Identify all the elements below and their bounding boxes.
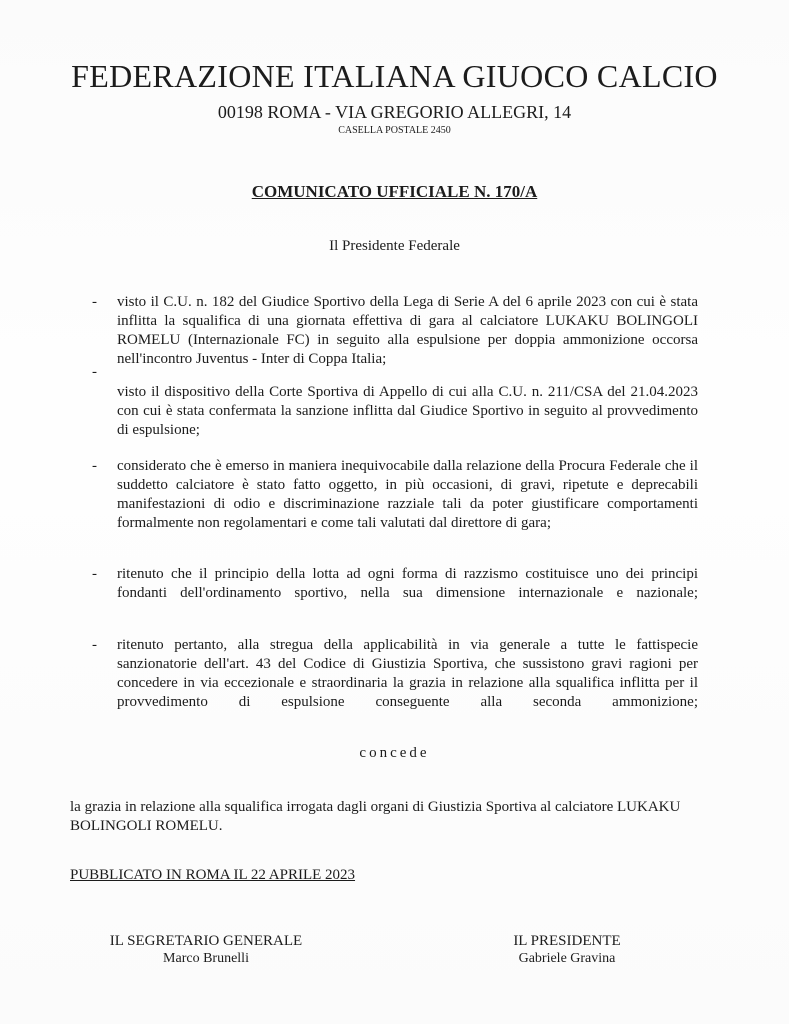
consideration-2: visto il dispositivo della Corte Sportiva di Appello di cui alla C.U. n. 211/CSA del 21.04.2023 con cui è stata confermata la sanzione inflitta dal Giudice Sportivo in seguito al provvedimento di espulsione; [117,384,698,438]
secretary-name: Marco Brunelli [163,951,249,966]
po-box: CASELLA POSTALE 2450 [338,125,451,136]
organization-address: 00198 ROMA - VIA GREGORIO ALLEGRI, 14 [217,102,572,122]
grant-text: la grazia in relazione alla squalifica irrogata dagli organi di Giustizia Sportiva al calciatore LUKAKU BOLINGOLI ROMELU. [70,799,681,834]
bullet-dash: - [92,364,97,380]
president-name: Gabriele Gravina [518,951,616,966]
bullet-dash: - [92,458,97,474]
bullet-dash: - [92,294,97,310]
consideration-3: considerato che è emerso in maniera inequivocabile dalla relazione della Procura Federale che il suddetto calciatore è stato fatto oggetto, in più occasioni, di gravi, ripetute e deprecabili manifestazioni di odio e discriminazione razziale tali da poter giustificare comportamenti formalmente non regolamentari e come tali valutati dal direttore di gara; [117,458,698,531]
consideration-4: ritenuto che il principio della lotta ad ogni forma di razzismo costituisce uno dei principi fondanti dell'ordinamento sportivo, nella sua dimensione internazionale e nazionale; [117,566,698,601]
decision-word: concede [359,745,430,761]
secretary-role: IL SEGRETARIO GENERALE [109,933,303,949]
secretary-signature-block [96,932,316,968]
issuer-label: Il Presidente Federale [329,238,460,254]
publication-line: PUBBLICATO IN ROMA IL 22 APRILE 2023 [70,867,356,883]
president-role: IL PRESIDENTE [513,933,621,949]
bullet-dash: - [92,566,97,582]
consideration-5: ritenuto pertanto, alla stregua della applicabilità in via generale a tutte le fattispecie sanzionatorie dell'art. 43 del Codice di Giustizia Sportiva, che sussistono gravi ragioni per concedere in via eccezionale e straordinaria la grazia in relazione alla squalifica inflitta per il provvedimento di espulsione conseguente alla seconda ammonizione; [117,637,698,710]
bullet-dash: - [92,637,97,653]
president-signature-block [487,932,647,968]
communique-title: COMUNICATO UFFICIALE N. 170/A [251,182,538,201]
consideration-1: visto il C.U. n. 182 del Giudice Sportivo della Lega di Serie A del 6 aprile 2023 con cui è stata inflitta la squalifica di una giornata effettiva di gara al calciatore LUKAKU BOLINGOLI ROMELU (Internazionale FC) in seguito alla espulsione per doppia ammonizione occorsa nell'incontro Juventus - Inter di Coppa Italia; [117,294,698,367]
organization-title: FEDERAZIONE ITALIANA GIUOCO CALCIO [71,58,718,94]
